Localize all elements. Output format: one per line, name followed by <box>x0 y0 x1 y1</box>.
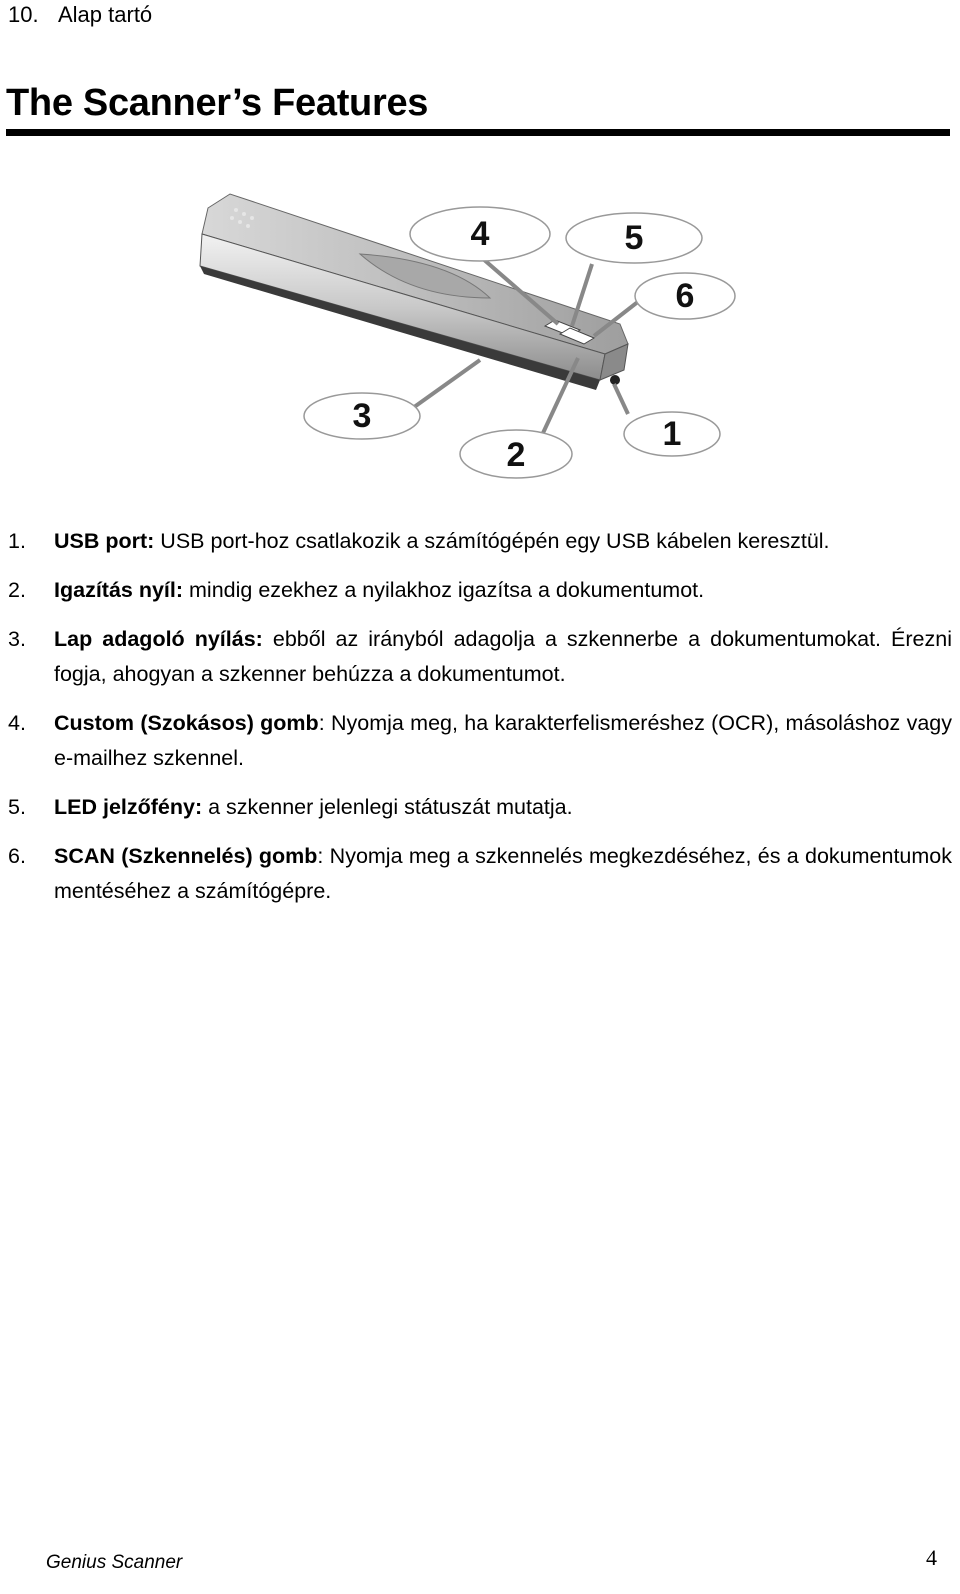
feature-term: Lap adagoló nyílás: <box>54 627 263 651</box>
feature-list <box>8 524 952 923</box>
feature-item-alignment-arrow <box>8 573 952 608</box>
callout-label-4: 4 <box>470 215 490 253</box>
feature-description: : Nyomja meg, ha karakterfelismeréshez (OCR), másoláshoz vagy e-mailhez szkennel. <box>54 711 952 770</box>
section-title: Alap tartó <box>58 2 153 27</box>
feature-item-custom-button <box>8 706 952 776</box>
title-underline <box>6 129 950 136</box>
feature-item-led-indicator <box>8 790 952 825</box>
scanner-illustration <box>160 148 785 508</box>
feature-description: a szkenner jelenlegi státuszát mutatja. <box>202 795 573 819</box>
footer-product-name: Genius Scanner <box>46 1552 183 1573</box>
feature-description: ebből az irányból adagolja a szkennerbe a dokumentumokat. Érezni fogja, ahogyan a szkenner behúzza a dokumentumot. <box>54 627 953 686</box>
feature-number: 2. <box>8 578 26 602</box>
feature-term: Igazítás nyíl: <box>54 578 184 602</box>
feature-number: 5. <box>8 795 26 819</box>
scanner-body <box>200 194 628 390</box>
feature-description: mindig ezekhez a nyilakhoz igazítsa a dokumentumot. <box>183 578 705 602</box>
callout-label-1: 1 <box>662 415 682 453</box>
feature-term: Custom (Szokásos) gomb <box>54 711 319 735</box>
feature-item-usb-port <box>8 524 952 559</box>
footer-page-number: 4 <box>926 1545 937 1570</box>
callout-label-5: 5 <box>624 219 644 257</box>
section-number: 10. <box>8 2 39 27</box>
callout-label-3: 3 <box>352 397 372 435</box>
feature-term: SCAN (Szkennelés) gomb <box>54 844 318 868</box>
feature-number: 1. <box>8 529 26 553</box>
feature-description: USB port-hoz csatlakozik a számítógépén egy USB kábelen keresztül. <box>154 529 830 553</box>
feature-item-scan-button <box>8 839 952 909</box>
feature-term: LED jelzőfény: <box>54 795 203 819</box>
scanner-figure <box>160 148 785 508</box>
callout-label-6: 6 <box>675 277 695 315</box>
feature-number: 6. <box>8 844 26 868</box>
section-header <box>8 2 152 28</box>
page-title: The Scanner’s Features <box>6 82 429 124</box>
feature-term: USB port: <box>54 529 155 553</box>
feature-number: 3. <box>8 627 26 651</box>
feature-description: : Nyomja meg a szkennelés megkezdéséhez, és a dokumentumok mentéséhez a számítógépre. <box>54 844 952 903</box>
callout-label-2: 2 <box>506 436 526 474</box>
feature-number: 4. <box>8 711 26 735</box>
feature-item-paper-feed-slot <box>8 622 952 692</box>
